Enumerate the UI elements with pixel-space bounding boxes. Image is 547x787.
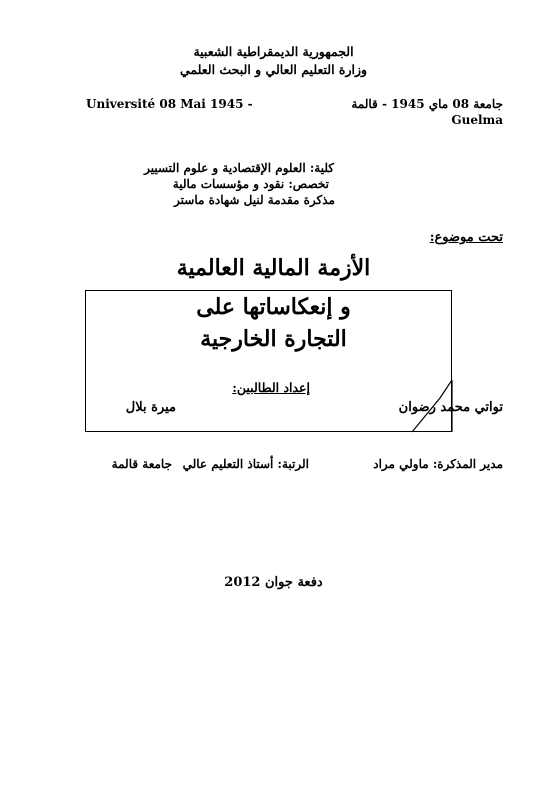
specialty-line: تخصص: نقود و مؤسسات مالية bbox=[172, 177, 329, 191]
republic-line: الجمهورية الديمقراطية الشعبية bbox=[193, 44, 354, 59]
title-line-2: و إنعكاساتها على bbox=[196, 294, 351, 320]
student-1-name: تواتي محمد رضوان bbox=[398, 400, 503, 415]
batch-line: دفعة جوان 2012 bbox=[224, 575, 323, 590]
supervisor-rank: الرتبة: أستاذ التعليم عالي bbox=[182, 457, 309, 471]
city-french: Guelma bbox=[451, 113, 503, 127]
subject-label: تحت موضوع: bbox=[429, 230, 503, 245]
students-label: إعداد الطالبين: bbox=[232, 380, 310, 395]
supervisor-university: جامعة قالمة bbox=[111, 457, 172, 471]
college-line: كلية: العلوم الإقتصادية و علوم التسيير bbox=[144, 161, 334, 175]
ministry-line: وزارة التعليم العالي و البحث العلمي bbox=[179, 62, 368, 77]
university-french: Université 08 Mai 1945 - bbox=[86, 97, 253, 111]
thesis-line: مذكرة مقدمة لنيل شهادة ماستر bbox=[174, 193, 335, 207]
title-line-1: الأزمة المالية العالمية bbox=[176, 255, 371, 281]
university-arabic: جامعة 08 ماي 1945 - قالمة bbox=[351, 97, 503, 111]
supervisor-name: مدير المذكرة: ماولي مراد bbox=[373, 457, 503, 471]
title-line-3: التجارة الخارجية bbox=[200, 326, 347, 352]
student-2-name: ميرة بلال bbox=[125, 400, 176, 415]
